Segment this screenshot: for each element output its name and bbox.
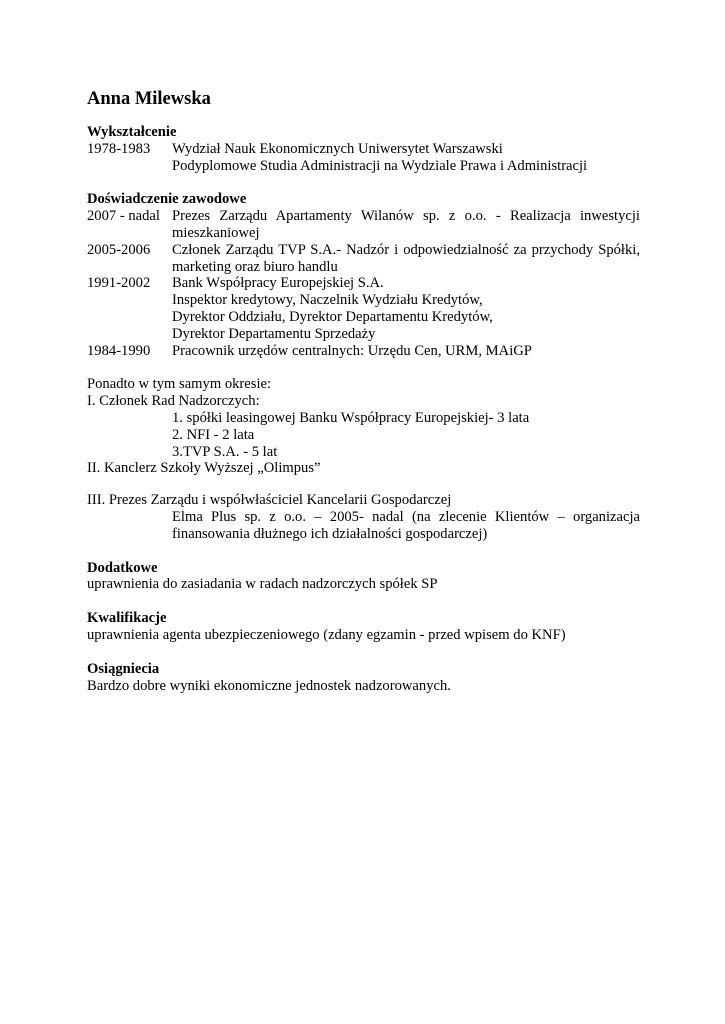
president-heading: III. Prezes Zarządu i współwłaściciel Kancelarii Gospodarczej xyxy=(87,492,452,509)
board-item: 1. spółki leasingowej Banku Współpracy Europejskiej- 3 lata xyxy=(172,409,530,426)
education-heading: Wykształcenie xyxy=(87,124,177,140)
education-entry xyxy=(87,141,640,175)
entry-line: Podyplomowe Studia Administracji na Wydziale Prawa i Administracji xyxy=(172,157,588,174)
entry-description: Członek Zarządu TVP S.A.- Nadzór i odpowiedzialność za przychody Spółki, marketing oraz biuro handlu xyxy=(172,241,640,275)
achievements-heading: Osiągniecia xyxy=(87,660,160,677)
experience-entry xyxy=(87,275,640,342)
experience-entry xyxy=(87,208,640,242)
entry-line: Dyrektor Oddziału, Dyrektor Departamentu Kredytów, xyxy=(172,308,493,325)
education-section xyxy=(87,124,640,174)
entry-description xyxy=(172,141,640,175)
achievements-section xyxy=(87,661,640,695)
experience-heading: Doświadczenie zawodowe xyxy=(87,191,247,208)
entry-description: Prezes Zarządu Apartamenty Wilanów sp. z o.o. - Realizacja inwestycji mieszkaniowej xyxy=(172,208,640,241)
person-name: Anna Milewska xyxy=(87,89,211,109)
chancellor-line: II. Kanclerz Szkoły Wyższej „Olimpus” xyxy=(87,460,321,477)
achievements-text: Bardzo dobre wyniki ekonomiczne jednostek nadzorowanych. xyxy=(87,677,451,694)
cv-content xyxy=(87,88,640,694)
entry-date: 1978-1983 xyxy=(87,140,151,157)
entry-line: Wydział Nauk Ekonomicznych Uniwersytet Warszawski xyxy=(172,140,503,157)
qualifications-heading: Kwalifikacje xyxy=(87,610,167,627)
additional-text: uprawnienia do zasiadania w radach nadzorczych spółek SP xyxy=(87,576,438,593)
qualifications-text: uprawnienia agenta ubezpieczeniowego (zdany egzamin - przed wpisem do KNF) xyxy=(87,626,566,643)
board-item: 3.TVP S.A. - 5 lat xyxy=(172,443,278,460)
experience-section xyxy=(87,191,640,359)
entry-line: Dyrektor Departamentu Sprzedaży xyxy=(172,325,376,342)
qualifications-section xyxy=(87,610,640,644)
entry-date: 2005-2006 xyxy=(87,241,151,258)
additional-section xyxy=(87,560,640,594)
other-intro: Ponadto w tym samym okresie: xyxy=(87,376,272,393)
entry-date: 1991-2002 xyxy=(87,275,151,292)
entry-date: 2007 - nadal xyxy=(87,208,160,225)
other-section xyxy=(87,376,640,542)
entry-line: Bank Współpracy Europejskiej S.A. xyxy=(172,275,384,292)
entry-line: Inspektor kredytowy, Naczelnik Wydziału Kredytów, xyxy=(172,292,483,309)
boards-heading: I. Członek Rad Nadzorczych: xyxy=(87,393,260,410)
president-text: Elma Plus sp. z o.o. – 2005- nadal (na zlecenie Klientów – organizacja finansowania dłużnego ich działalności gospodarczej) xyxy=(172,508,640,542)
entry-date: 1984-1990 xyxy=(87,342,151,359)
board-item: 2. NFI - 2 lata xyxy=(172,426,255,443)
entry-description: Pracownik urzędów centralnych: Urzędu Cen, URM, MAiGP xyxy=(172,342,532,359)
experience-entry xyxy=(87,343,640,360)
entry-description xyxy=(172,275,640,342)
experience-entry xyxy=(87,242,640,276)
additional-heading: Dodatkowe xyxy=(87,559,158,576)
